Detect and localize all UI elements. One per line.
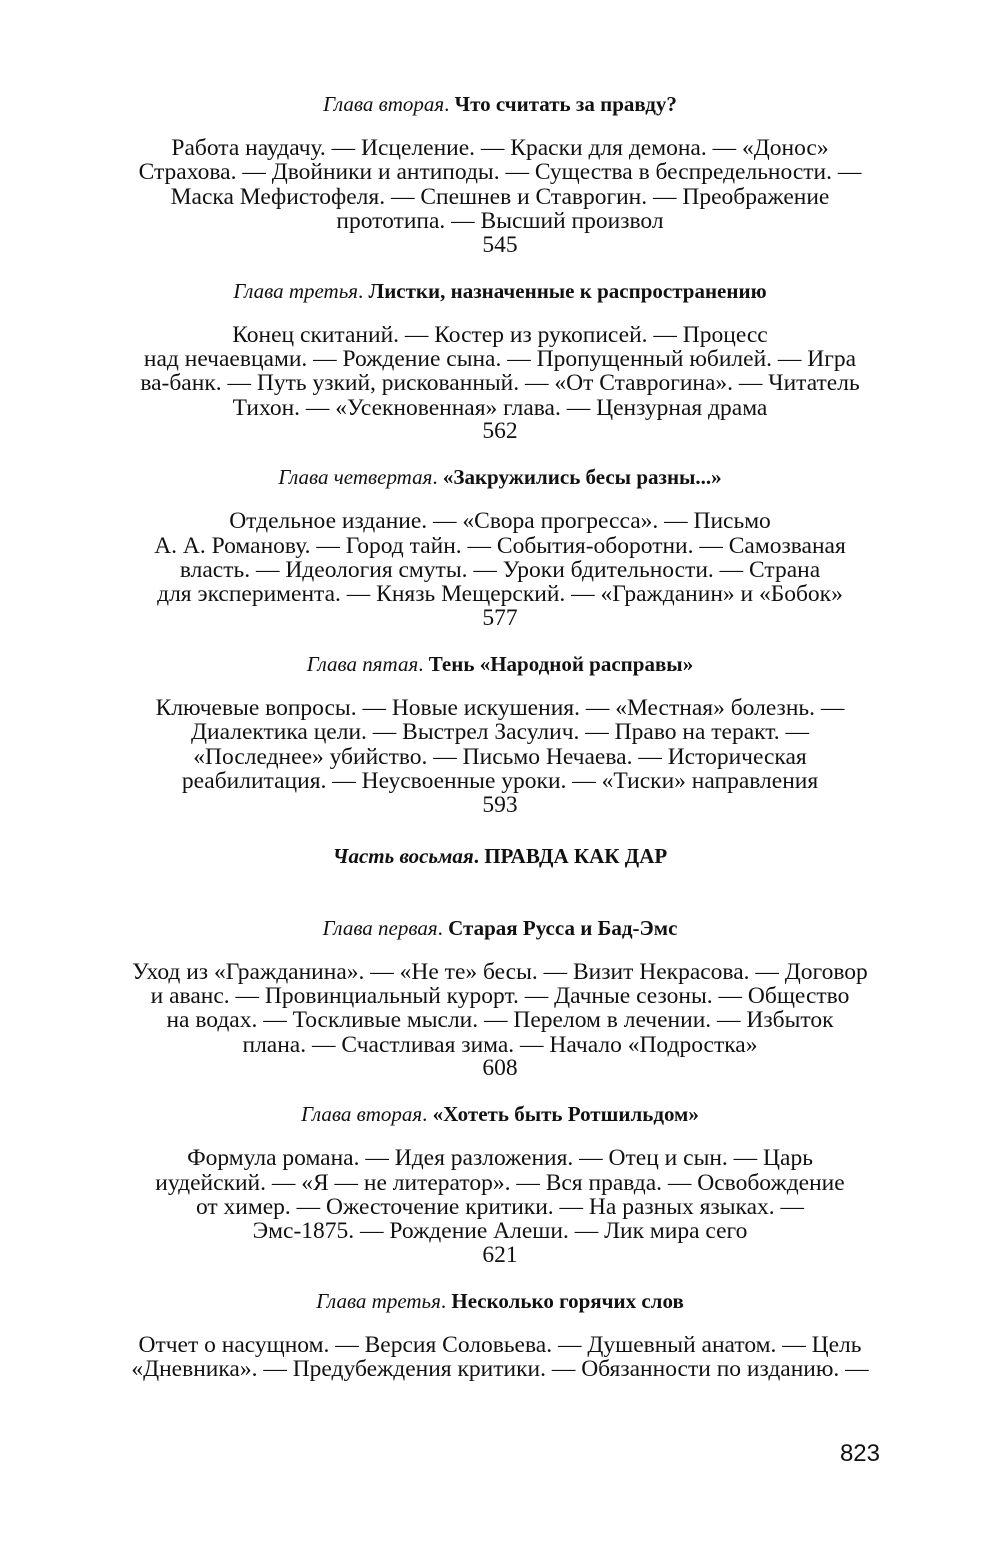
part-title: ПРАВДА КАК ДАР xyxy=(484,843,668,868)
summary-line: Эмс-1875. — Рождение Алеши. — Лик мира сего xyxy=(252,1218,748,1245)
chapter-summary xyxy=(110,509,890,607)
summary-line: Работа наудачу. — Исцеление. — Краски для демона. — «Донос» xyxy=(171,135,829,161)
summary-line: ва-банк. — Путь узкий, рискованный. — «От Ставрогина». — Читатель xyxy=(140,370,860,397)
table-of-contents xyxy=(110,92,890,1382)
summary-line: плана. — Счастливая зима. — Начало «Подростка» xyxy=(242,1031,758,1058)
chapter-label: Глава вторая xyxy=(323,92,445,116)
chapter-title: Несколько горячих слов xyxy=(451,1288,684,1313)
chapter-title: «Хотеть быть Ротшильдом» xyxy=(432,1102,699,1127)
chapter-heading xyxy=(110,652,890,676)
chapter-separator: . xyxy=(358,278,369,303)
summary-line: и аванс. — Провинциальный курорт. — Дачные сезоны. — Общество xyxy=(150,982,850,1009)
chapter-heading xyxy=(110,92,890,116)
chapter-summary xyxy=(110,1146,890,1244)
summary-line: «Дневника». — Предубеждения критики. — Обязанности по изданию. — xyxy=(131,1356,869,1383)
chapter-label: Глава пятая xyxy=(306,651,419,676)
summary-line: для эксперимента. — Князь Мещерский. — «Гражданин» и «Бобок» xyxy=(157,581,843,608)
summary-line: Отчет о насущном. — Версия Соловьева. — Душевный анатом. — Цель xyxy=(138,1331,862,1358)
part-separator: . xyxy=(473,843,485,868)
summary-line: Тихон. — «Усекновенная» глава. — Цензурная драма xyxy=(232,394,768,421)
chapter-title: Что считать за правду? xyxy=(454,92,677,116)
chapter-page-number: 545 xyxy=(482,231,518,258)
summary-line: «Последнее» убийство. — Письмо Нечаева. — Историческая xyxy=(193,743,807,770)
summary-line: над нечаевцами. — Рождение сына. — Пропущенный юбилей. — Игра xyxy=(143,346,857,373)
chapter-summary xyxy=(110,696,890,794)
chapter-separator: . xyxy=(437,915,449,940)
chapter-title: «Закружились бесы разны...» xyxy=(442,465,722,490)
chapter-separator: . xyxy=(418,651,429,676)
chapter-heading xyxy=(110,465,890,489)
summary-line: Конец скитаний. — Костер из рукописей. — Процесс xyxy=(232,321,768,348)
summary-line: прототипа. — Высший произвол xyxy=(336,208,664,235)
summary-line: на водах. — Тоскливые мысли. — Перелом в лечении. — Избыток xyxy=(166,1007,834,1034)
chapter-label: Глава третья xyxy=(316,1288,441,1313)
chapter-page-number: 593 xyxy=(482,791,518,818)
chapter-label: Глава вторая xyxy=(301,1102,423,1127)
chapter-heading xyxy=(110,279,890,303)
summary-line: иудейский. — «Я — не литератор». — Вся правда. — Освобождение xyxy=(155,1169,845,1196)
chapter-title: Старая Русса и Бад-Эмс xyxy=(448,915,678,940)
chapter-title: Тень «Народной расправы» xyxy=(428,651,694,676)
summary-line: реабилитация. — Неусвоенные уроки. — «Тиски» направления xyxy=(181,768,819,795)
chapter-separator: . xyxy=(440,1288,452,1313)
part-heading xyxy=(110,844,890,868)
chapter-heading xyxy=(110,1102,890,1126)
chapter-page-number: 562 xyxy=(482,418,518,445)
chapter-page-number: 577 xyxy=(482,604,518,631)
page-number: 823 xyxy=(839,1440,880,1467)
chapter-summary xyxy=(110,323,890,421)
chapter-title: Листки, назначенные к распространению xyxy=(368,278,767,303)
chapter-page-number: 621 xyxy=(482,1241,518,1268)
summary-line: Ключевые вопросы. — Новые искушения. — «Местная» болезнь. — xyxy=(155,694,845,721)
chapter-heading xyxy=(110,916,890,940)
summary-line: Маска Мефистофеля. — Спешнев и Ставрогин. — Преображение xyxy=(170,183,830,210)
part-label: Часть восьмая xyxy=(332,843,474,868)
summary-line: Формула романа. — Идея разложения. — Отец и сын. — Царь xyxy=(187,1145,813,1172)
chapter-label: Глава четвертая xyxy=(278,465,433,490)
chapter-label: Глава первая xyxy=(322,915,438,940)
summary-line: Диалектика цели. — Выстрел Засулич. — Право на теракт. — xyxy=(190,719,809,746)
chapter-separator: . xyxy=(422,1102,433,1127)
chapter-page-number: 608 xyxy=(482,1055,518,1082)
chapter-heading xyxy=(110,1289,890,1313)
chapter-summary xyxy=(110,1333,890,1382)
chapter-separator: . xyxy=(444,92,455,116)
summary-line: от химер. — Ожесточение критики. — На разных языках. — xyxy=(195,1193,805,1220)
chapter-summary xyxy=(110,136,890,234)
summary-line: А. А. Романову. — Город тайн. — События-оборотни. — Самозваная xyxy=(154,532,846,559)
chapter-separator: . xyxy=(432,465,443,490)
chapter-summary xyxy=(110,960,890,1058)
summary-line: Уход из «Гражданина». — «Не те» бесы. — Визит Некрасова. — Договор xyxy=(132,958,868,985)
summary-line: Страхова. — Двойники и антиподы. — Существа в беспредельности. — xyxy=(138,159,862,186)
summary-line: власть. — Идеология смуты. — Уроки бдительности. — Страна xyxy=(179,557,821,584)
summary-line: Отдельное издание. — «Свора прогресса». — Письмо xyxy=(229,508,771,535)
chapter-label: Глава третья xyxy=(233,278,359,303)
